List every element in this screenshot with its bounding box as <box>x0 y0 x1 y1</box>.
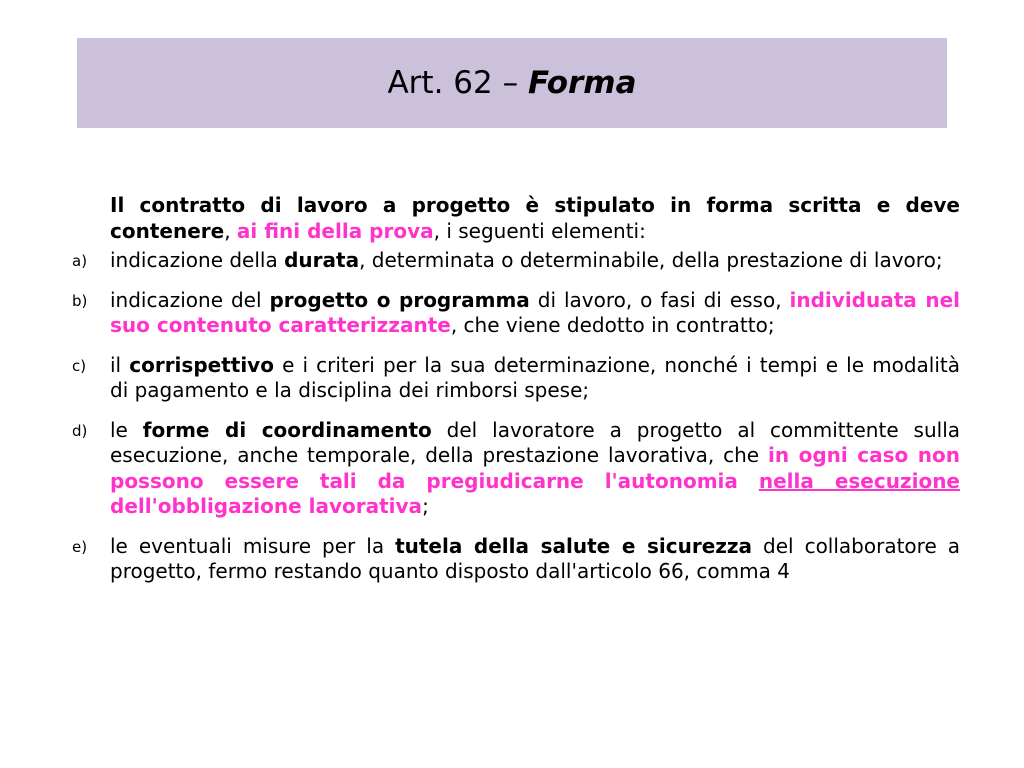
item-text: e i criteri per la sua determinazione, nonché i tempi e le modalità di pagamento e la disciplina dei rimborsi spese; <box>110 352 960 402</box>
item-text: indicazione del <box>110 287 270 312</box>
item-text: del lavoratore a progetto al committente sulla esecuzione, anche temporale, della prestazione lavorativa, che <box>110 417 961 467</box>
title-band <box>77 38 947 128</box>
item-text: del collaboratore a progetto, fermo restando quanto disposto dall'articolo 66, comma 4 <box>110 533 960 583</box>
list-item-c <box>72 352 960 404</box>
intro-bold: Il contratto di lavoro a progetto è stipulato in forma scritta e deve contenere <box>110 193 960 243</box>
item-bold: progetto o programma <box>269 287 530 312</box>
intro-rest: , i seguenti elementi: <box>433 218 646 243</box>
item-text: il <box>110 352 130 377</box>
title-prefix: Art. 62 – <box>387 65 528 101</box>
item-highlight: in ogni caso non possono essere tali da pregiudicarne l'autonomia <box>110 443 960 493</box>
item-text: ; <box>422 494 429 518</box>
item-highlight: dell'obbligazione lavorativa <box>110 494 423 518</box>
item-text: di lavoro, o fasi di esso, <box>529 287 790 312</box>
item-text: le eventuali misure per la <box>110 533 396 558</box>
item-bold: forme di coordinamento <box>142 417 432 442</box>
item-bold: corrispettivo <box>129 352 274 377</box>
slide-title <box>387 65 636 101</box>
item-text: , determinata o determinabile, della prestazione di lavoro; <box>359 248 943 272</box>
item-text: le <box>110 417 143 442</box>
item-text: indicazione della <box>110 248 285 272</box>
item-highlight: individuata nel suo contenuto caratterizzante <box>110 287 961 337</box>
list-marker: d) <box>72 421 88 440</box>
elements-list <box>72 248 961 585</box>
intro-comma: , <box>224 218 237 243</box>
item-bold: tutela della salute e sicurezza <box>395 533 753 558</box>
list-marker: e) <box>72 537 88 556</box>
item-bold: durata <box>284 248 360 272</box>
item-text: , che viene dedotto in contratto; <box>450 313 775 337</box>
slide-body <box>72 193 961 599</box>
list-item-a <box>72 248 960 274</box>
intro-paragraph <box>110 193 960 244</box>
item-highlight-underlined: nella esecuzione <box>758 468 961 493</box>
title-italic: Forma <box>527 65 637 101</box>
list-item-e <box>72 533 960 585</box>
list-item-b <box>72 287 961 339</box>
list-marker: a) <box>72 252 88 270</box>
list-marker: b) <box>72 291 88 310</box>
list-item-d <box>72 417 961 520</box>
intro-highlight: ai fini della prova <box>236 218 434 243</box>
list-marker: c) <box>72 356 87 375</box>
